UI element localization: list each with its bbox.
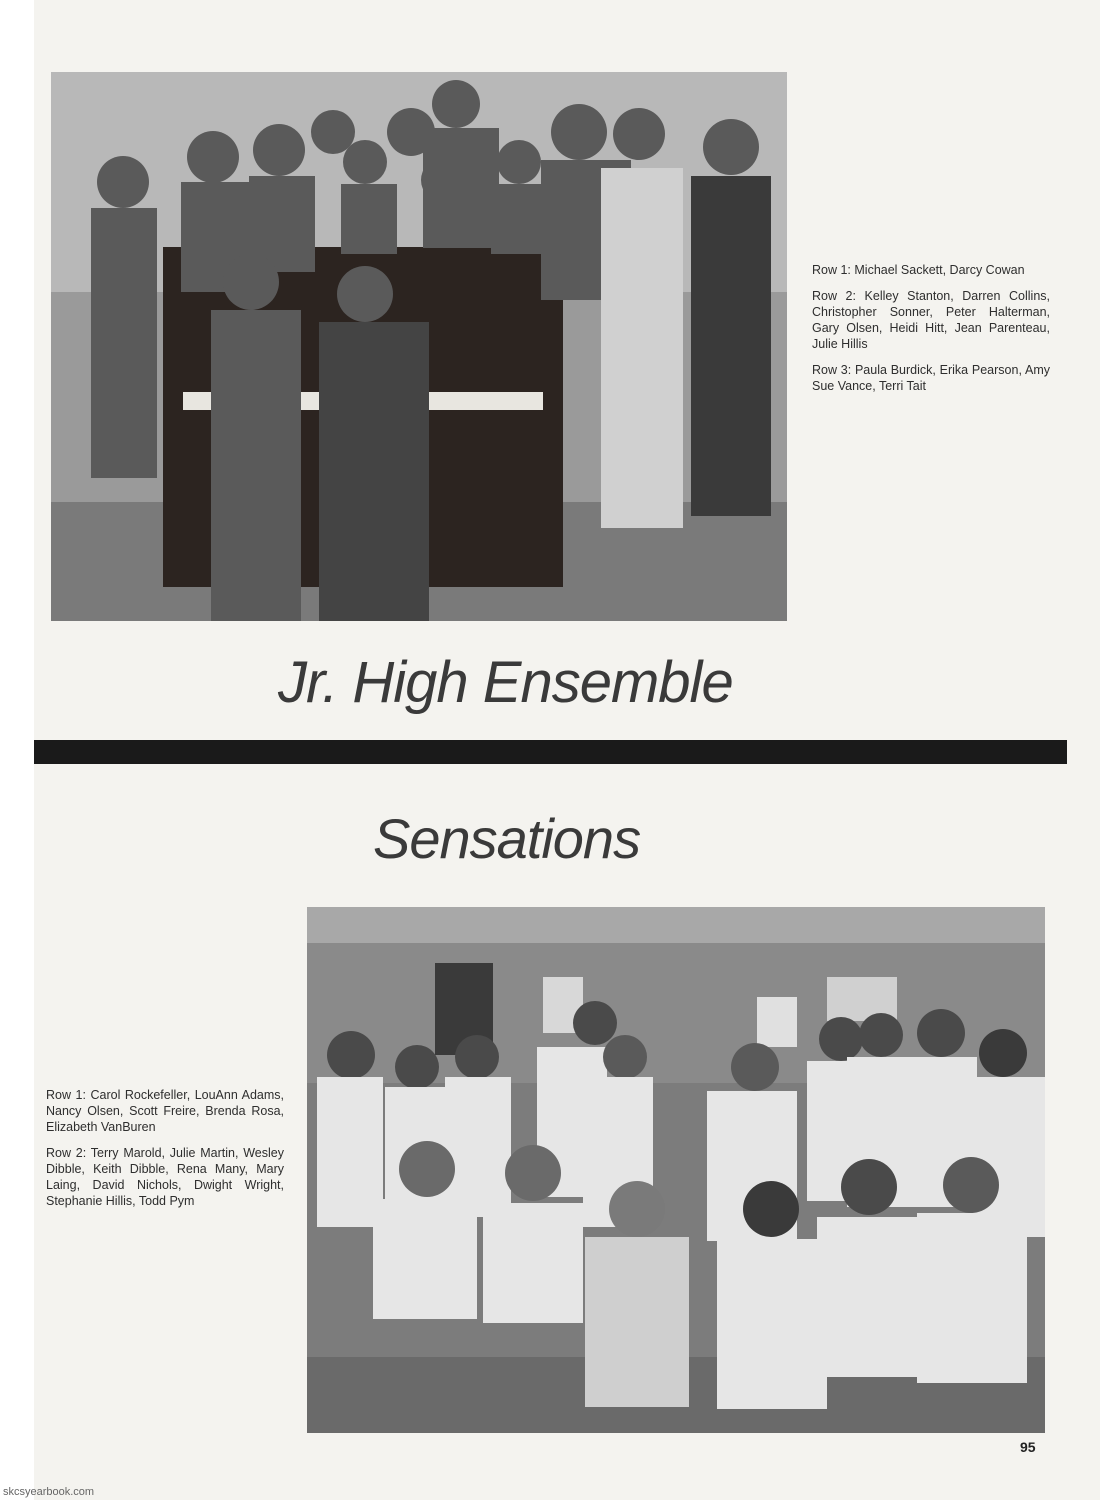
sensations-photo — [307, 907, 1045, 1433]
sensations-title: Sensations — [373, 807, 641, 870]
jr-high-row-3: Row 3: Paula Burdick, Erika Pearson, Amy Sue Vance, Terri Tait — [812, 363, 1050, 393]
jr-high-ensemble-title: Jr. High Ensemble — [278, 650, 733, 715]
sensations-row-1: Row 1: Carol Rockefeller, LouAnn Adams, Nancy Olsen, Scott Freire, Brenda Rosa, Elizabeth VanBuren — [46, 1088, 284, 1134]
sensations-row-2: Row 2: Terry Marold, Julie Martin, Wesley Dibble, Keith Dibble, Rena Many, Mary Laing, David Nichols, Dwight Wright, Stephanie Hillis, Todd Pym — [46, 1146, 284, 1208]
jr-high-row-2: Row 2: Kelley Stanton, Darren Collins, Christopher Sonner, Peter Halterman, Gary Olsen, Heidi Hitt, Jean Parenteau, Julie Hillis — [812, 289, 1050, 351]
page-binding-edge — [0, 0, 34, 1500]
page-number: 95 — [1020, 1439, 1036, 1455]
jr-high-row-1: Row 1: Michael Sackett, Darcy Cowan — [812, 263, 1025, 277]
jr-high-caption — [812, 262, 1050, 404]
sensations-caption — [46, 1087, 284, 1219]
watermark: skcsyearbook.com — [3, 1486, 95, 1498]
section-divider — [34, 740, 1067, 764]
jr-high-ensemble-photo — [51, 72, 787, 621]
